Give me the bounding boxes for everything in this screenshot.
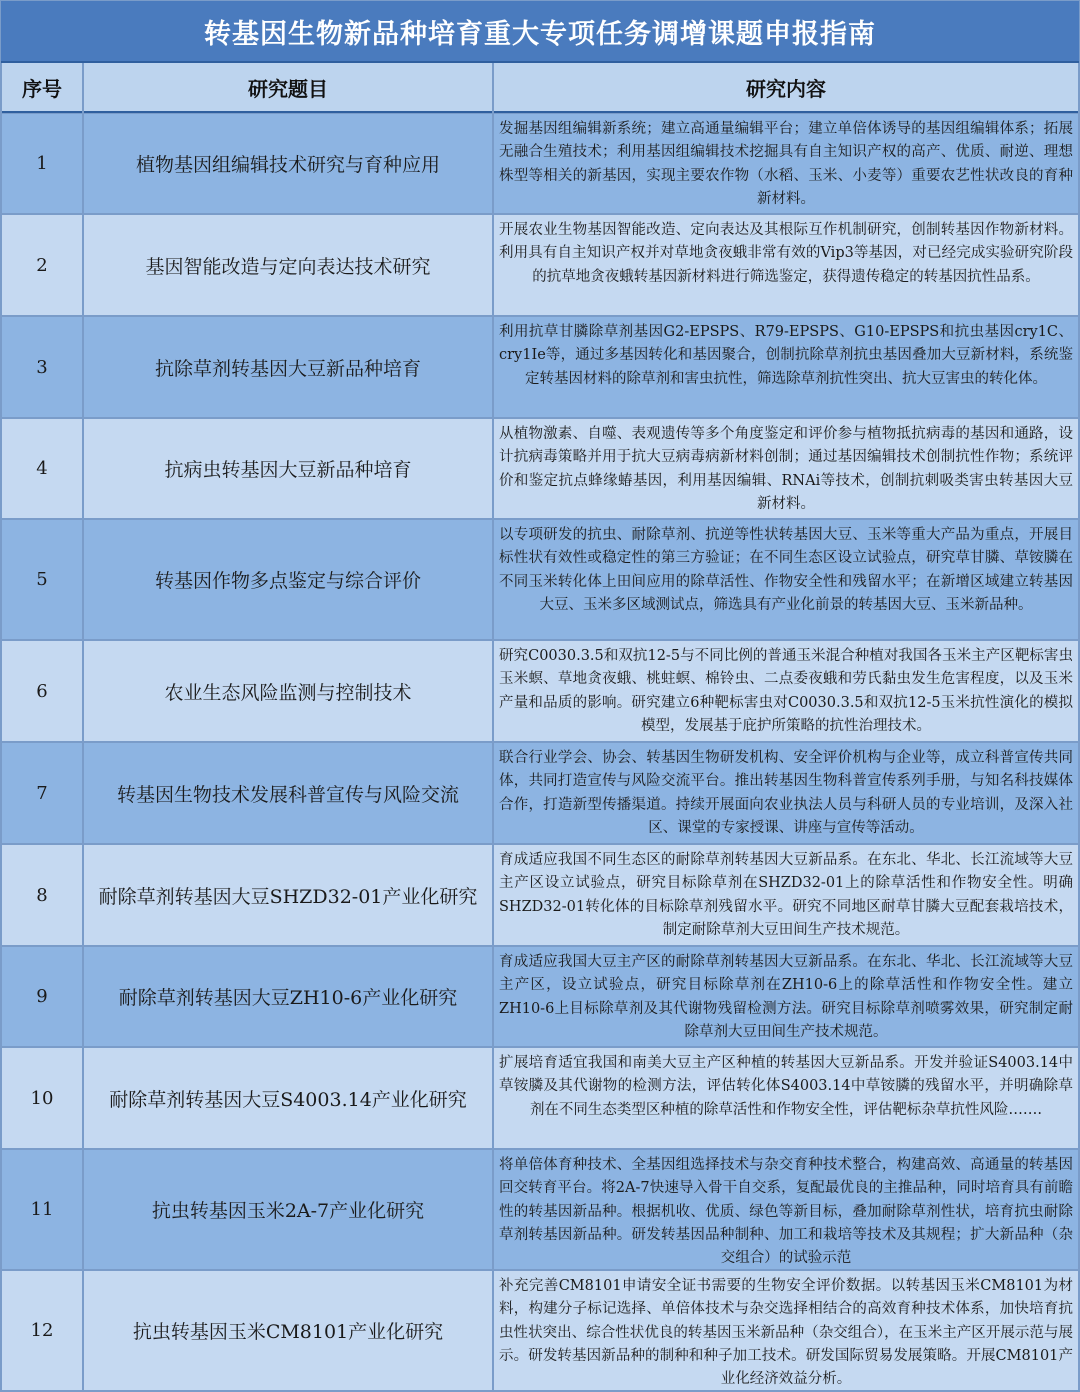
- table-row: [0, 845, 1080, 945]
- table-header-row: [0, 63, 1080, 113]
- table-row: [0, 419, 1080, 518]
- row-content: 补充完善CM8101申请安全证书需要的生物安全评价数据。以转基因玉米CM8101为材料，构建分子标记选择、单倍体技术与杂交选择相结合的高效育种技术体系，加快培育抗虫性状突出、综合性状优良的转基因玉米新品种（杂交组合），在玉米主产区开展示范与展示。研发转基因新品种的制种和种子加工技术。研发国际贸易发展策略。开展CM8101产业化经济效益分析。: [494, 1271, 1078, 1390]
- row-number: 11: [2, 1150, 82, 1269]
- row-content: 扩展培育适宜我国和南美大豆主产区种植的转基因大豆新品系。开发并验证S4003.14中草铵膦及其代谢物的检测方法，评估转化体S4003.14中草铵膦的残留水平，并明确除草剂在不同生态类型区种植的除草活性和作物安全性，评估靶标杂草抗性风险…….: [494, 1048, 1078, 1148]
- table-row: [0, 114, 1080, 213]
- row-content: 开展农业生物基因智能改造、定向表达及其根际互作机制研究，创制转基因作物新材料。利用具有自主知识产权并对草地贪夜蛾非常有效的Vip3等基因，对已经完成实验研究阶段的抗草地贪夜蛾转基因新材料进行筛选鉴定，获得遗传稳定的转基因抗性品系。: [494, 215, 1078, 315]
- row-topic: 植物基因组编辑技术研究与育种应用: [84, 114, 492, 213]
- row-number: 6: [2, 641, 82, 741]
- row-number: 12: [2, 1271, 82, 1390]
- header-topic: 研究题目: [84, 63, 492, 113]
- table-row: [0, 641, 1080, 741]
- row-number: 3: [2, 317, 82, 417]
- row-topic: 耐除草剂转基因大豆S4003.14产业化研究: [84, 1048, 492, 1148]
- row-topic: 抗虫转基因玉米2A-7产业化研究: [84, 1150, 492, 1269]
- row-topic: 抗病虫转基因大豆新品种培育: [84, 419, 492, 518]
- table-title: 转基因生物新品种培育重大专项任务调增课题申报指南: [1, 1, 1079, 63]
- row-content: 发掘基因组编辑新系统；建立高通量编辑平台；建立单倍体诱导的基因组编辑体系；拓展无融合生殖技术；利用基因组编辑技术挖掘具有自主知识产权的高产、优质、耐逆、理想株型等相关的新基因，实现主要农作物（水稻、玉米、小麦等）重要农艺性状改良的育种新材料。: [494, 114, 1078, 213]
- row-number: 1: [2, 114, 82, 213]
- row-content: 育成适应我国大豆主产区的耐除草剂转基因大豆新品系。在东北、华北、长江流域等大豆主产区，设立试验点，研究目标除草剂在ZH10-6上的除草活性和作物安全性。建立ZH10-6上目标除草剂及其代谢物残留检测方法。研究目标除草剂喷雾效果，研究制定耐除草剂大豆田间生产技术规范。: [494, 947, 1078, 1046]
- row-topic: 转基因生物技术发展科普宣传与风险交流: [84, 743, 492, 843]
- row-topic: 农业生态风险监测与控制技术: [84, 641, 492, 741]
- row-topic: 基因智能改造与定向表达技术研究: [84, 215, 492, 315]
- row-number: 2: [2, 215, 82, 315]
- row-number: 8: [2, 845, 82, 945]
- table-row: [0, 520, 1080, 639]
- row-content: 育成适应我国不同生态区的耐除草剂转基因大豆新品系。在东北、华北、长江流域等大豆主产区设立试验点，研究目标除草剂在SHZD32-01上的除草活性和作物安全性。明确SHZD32-01转化体的目标除草剂残留水平。研究不同地区耐草甘膦大豆配套栽培技术，制定耐除草剂大豆田间生产技术规范。: [494, 845, 1078, 945]
- row-content: 以专项研发的抗虫、耐除草剂、抗逆等性状转基因大豆、玉米等重大产品为重点，开展目标性状有效性或稳定性的第三方验证；在不同生态区设立试验点，研究草甘膦、草铵膦在不同玉米转化体上田间应用的除草活性、作物安全性和残留水平；在新增区域建立转基因大豆、玉米多区域测试点，筛选具有产业化前景的转基因大豆、玉米新品种。: [494, 520, 1078, 639]
- row-number: 10: [2, 1048, 82, 1148]
- table-row: [0, 1150, 1080, 1269]
- header-content: 研究内容: [494, 63, 1078, 113]
- row-content: 利用抗草甘膦除草剂基因G2-EPSPS、R79-EPSPS、G10-EPSPS和抗虫基因cry1C、cry1Ie等，通过多基因转化和基因聚合，创制抗除草剂抗虫基因叠加大豆新材料，系统鉴定转基因材料的除草剂和害虫抗性，筛选除草剂抗性突出、抗大豆害虫的转化体。: [494, 317, 1078, 417]
- row-topic: 耐除草剂转基因大豆SHZD32-01产业化研究: [84, 845, 492, 945]
- table-row: [0, 743, 1080, 843]
- table-row: [0, 1048, 1080, 1148]
- header-no: 序号: [2, 63, 82, 113]
- row-content: 将单倍体育种技术、全基因组选择技术与杂交育种技术整合，构建高效、高通量的转基因回交转育平台。将2A-7快速导入骨干自交系，复配最优良的主推品种，同时培育具有前瞻性的转基因新品种。根据机收、优质、绿色等新目标，叠加耐除草剂性状，培育抗虫耐除草剂转基因新品种。研发转基因品种制种、加工和栽培等技术及其规程；扩大新品种（杂交组合）的试验示范: [494, 1150, 1078, 1269]
- row-content: 研究C0030.3.5和双抗12-5与不同比例的普通玉米混合种植对我国各玉米主产区靶标害虫玉米螟、草地贪夜蛾、桃蛀螟、棉铃虫、二点委夜蛾和劳氏黏虫发生危害程度，以及玉米产量和品质的影响。研究建立6种靶标害虫对C0030.3.5和双抗12-5玉米抗性演化的模拟模型，发展基于庇护所策略的抗性治理技术。: [494, 641, 1078, 741]
- table-row: [0, 947, 1080, 1046]
- table-row: [0, 317, 1080, 417]
- row-number: 7: [2, 743, 82, 843]
- row-number: 5: [2, 520, 82, 639]
- row-number: 9: [2, 947, 82, 1046]
- row-content: 从植物激素、自噬、表观遗传等多个角度鉴定和评价参与植物抵抗病毒的基因和通路，设计抗病毒策略并用于抗大豆病毒病新材料创制；通过基因编辑技术创制抗性作物；系统评价和鉴定抗点蜂缘蝽基因，利用基因编辑、RNAi等技术，创制抗刺吸类害虫转基因大豆新材料。: [494, 419, 1078, 518]
- table-row: [0, 215, 1080, 315]
- row-topic: 耐除草剂转基因大豆ZH10-6产业化研究: [84, 947, 492, 1046]
- row-topic: 抗除草剂转基因大豆新品种培育: [84, 317, 492, 417]
- row-content: 联合行业学会、协会、转基因生物研发机构、安全评价机构与企业等，成立科普宣传共同体，共同打造宣传与风险交流平台。推出转基因生物科普宣传系列手册，与知名科技媒体合作，打造新型传播渠道。持续开展面向农业执法人员与科研人员的专业培训，及深入社区、课堂的专家授课、讲座与宣传等活动。: [494, 743, 1078, 843]
- row-topic: 抗虫转基因玉米CM8101产业化研究: [84, 1271, 492, 1390]
- row-topic: 转基因作物多点鉴定与综合评价: [84, 520, 492, 639]
- row-number: 4: [2, 419, 82, 518]
- table-row: [0, 1271, 1080, 1390]
